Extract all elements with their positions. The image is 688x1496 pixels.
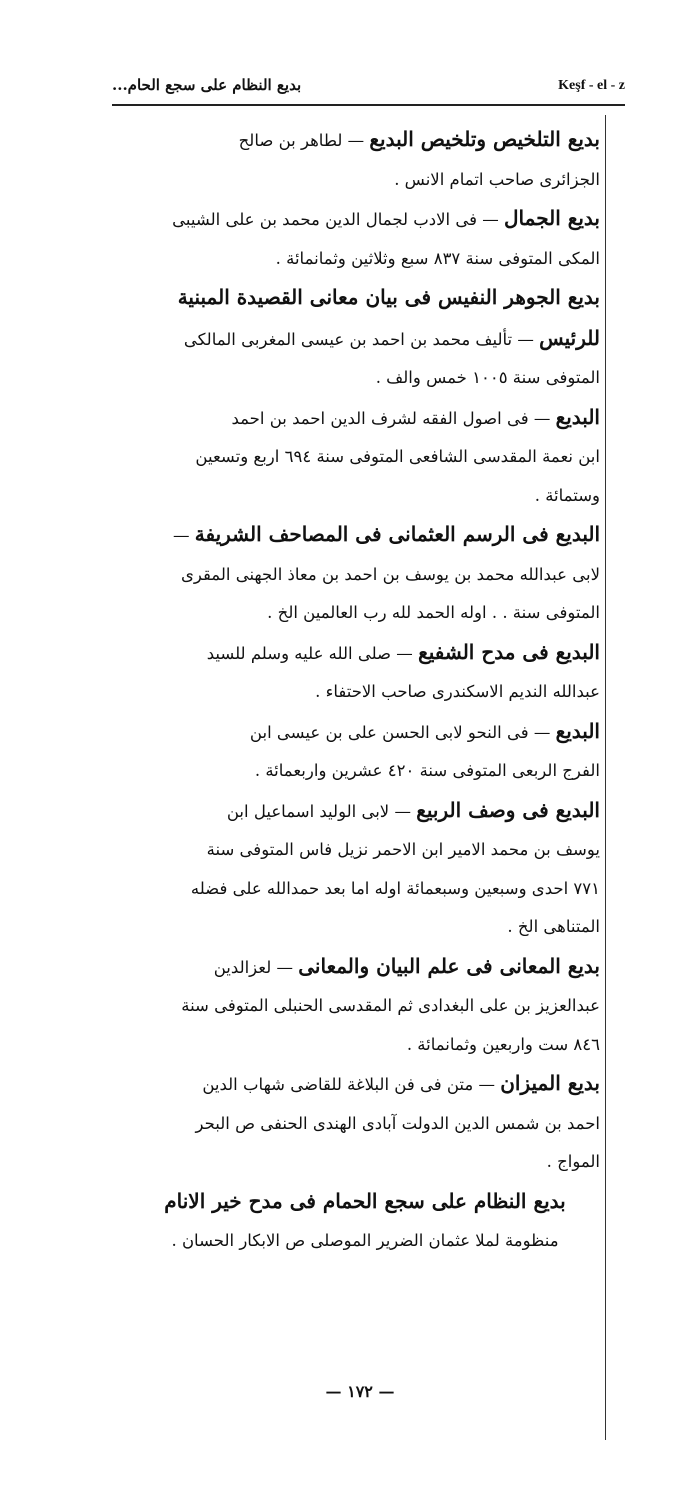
entry-text: — صلى الله عليه وسلم للسيد <box>206 643 413 663</box>
entry-text: — فى الادب لجمال الدين محمد بن على الشيبى <box>172 210 499 229</box>
entry-text: المتوفى سنة . . اوله الحمد لله رب العالمين الخ . <box>267 603 600 622</box>
entry-text: المتناهى الخ . <box>507 917 600 936</box>
entry-title: البديع فى مدح الشفيع <box>418 639 600 664</box>
entry <box>130 947 600 1065</box>
entry-title: البديع فى وصف الربيع <box>416 797 600 822</box>
entry-text: الجزائرى صاحب اتمام الانس . <box>394 169 600 189</box>
entry <box>130 199 600 278</box>
entry-text: ٨٤٦ ست واربعين وثمانمائة . <box>406 1034 600 1054</box>
entry-title: بديع الميزان <box>500 1071 600 1095</box>
entry-title: بديع الجمال <box>504 206 600 230</box>
entry-text: — فى النحو لابى الحسن على بن عيسى ابن <box>249 722 551 742</box>
entry-title: بديع التلخيص وتلخيص البديع <box>369 127 600 151</box>
entry <box>130 1064 600 1182</box>
entry-text: وستمائة . <box>534 485 600 505</box>
page-number: — ١٧٢ — <box>325 1382 395 1401</box>
entry-text: المكى المتوفى سنة ٨٣٧ سبع وثلاثين وثمانمائة . <box>275 248 600 268</box>
entry <box>130 712 600 791</box>
entry-title: بديع المعانى فى علم البيان والمعانى <box>298 953 600 978</box>
entry-text: المتوفى سنة ١٠٠٥ خمس والف . <box>375 368 600 387</box>
entry-text: لابى عبدالله محمد بن يوسف بن احمد بن معاذ الجهنى المقرى <box>180 564 600 584</box>
entry-title: البديع <box>555 718 600 743</box>
entry-title: البديع فى الرسم العثمانى فى المصاحف الشريفة <box>194 522 600 546</box>
entry <box>130 633 600 712</box>
entry-text: الفرج الربعى المتوفى سنة ٤٢٠ عشرين واربعمائة . <box>254 761 600 780</box>
entry-text: عبدالعزيز بن على البغدادى ثم المقدسى الحنبلى المتوفى سنة <box>181 996 600 1015</box>
entry <box>130 791 600 947</box>
entry-text: — فى اصول الفقه لشرف الدين احمد بن احمد <box>231 408 551 428</box>
entry-text: — متن فى فن البلاغة للقاضى شهاب الدين <box>202 1075 495 1094</box>
entry-text: يوسف بن محمد الامير ابن الاحمر نزيل فاس المتوفى سنة <box>206 840 600 859</box>
entry-text: ٧٧١ احدى وسبعين وسبعمائة اوله اما بعد حمدالله على فضله <box>190 878 600 898</box>
entry <box>130 398 600 516</box>
running-header <box>112 72 625 102</box>
entry-text: — لابى الوليد اسماعيل ابن <box>226 801 411 821</box>
entry-text: — لطاهر بن صالح <box>238 131 365 150</box>
entry-list <box>130 120 600 1261</box>
entry-text: احمد بن شمس الدين الدولت آبادى الهندى الحنفى ص البحر <box>195 1113 600 1133</box>
running-title: بديع النظام على سجع الحام... <box>112 76 302 94</box>
entry-text: منظومة لملا عثمان الضرير الموصلى ص الابكار الحسان . <box>171 1231 559 1250</box>
entry <box>130 515 600 633</box>
header-rule <box>112 104 625 106</box>
entry-text: — <box>172 526 190 545</box>
entry <box>130 1182 600 1261</box>
entry-text: المواج . <box>546 1152 600 1171</box>
entry-title: بديع الجوهر النفيس فى بيان معانى القصيدة المبنية للرئيس <box>177 285 600 350</box>
entry <box>130 120 600 199</box>
entry <box>130 278 600 398</box>
catalog-label: Keşf - el - z <box>558 78 625 93</box>
entry-title: البديع <box>555 404 600 429</box>
entry-text: — تأليف محمد بن احمد بن عيسى المغربى المالكى <box>183 329 534 349</box>
entry-text: عبدالله النديم الاسكندرى صاحب الاحتفاء . <box>315 682 600 701</box>
entry-title: بديع النظام على سجع الحمام فى مدح خير الانام <box>164 1188 566 1213</box>
entry-text: — لعزالدين <box>213 957 294 977</box>
margin-rule <box>605 115 606 1440</box>
entry-text: ابن نعمة المقدسى الشافعى المتوفى سنة ٦٩٤ اربع وتسعين <box>195 447 600 466</box>
